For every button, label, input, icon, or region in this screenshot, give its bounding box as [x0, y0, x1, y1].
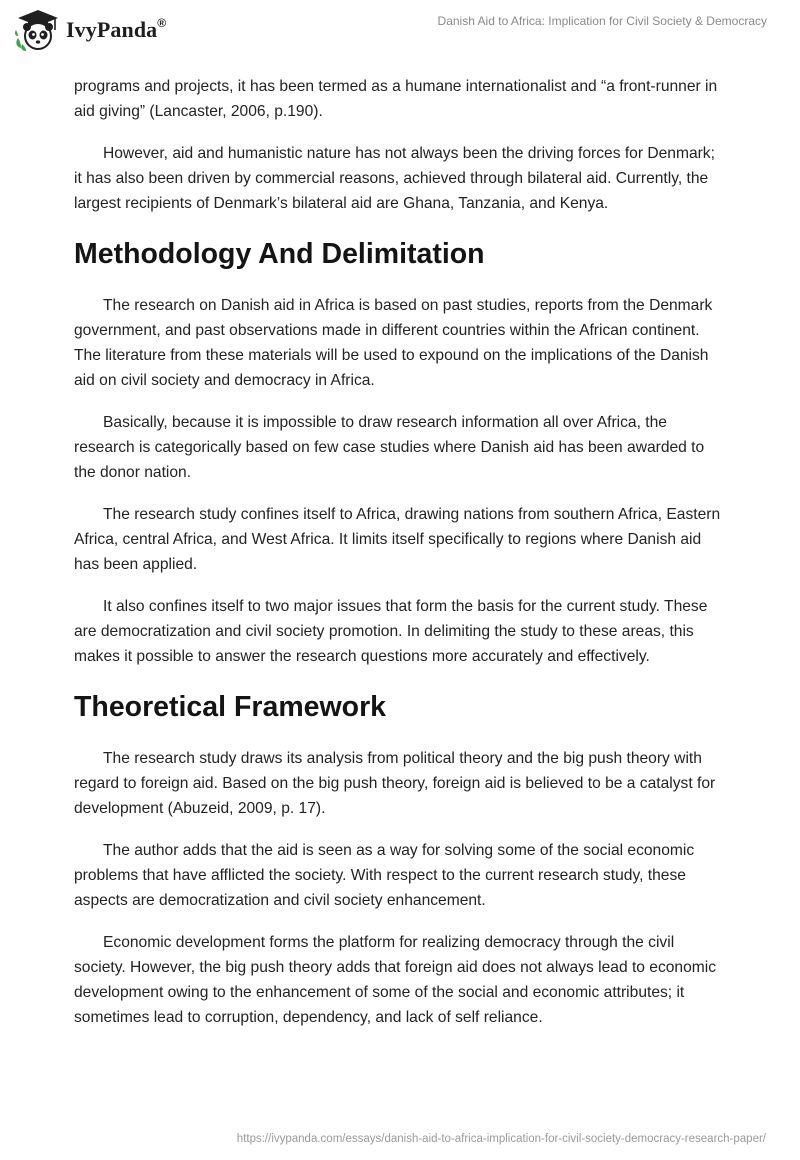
- registered-mark: ®: [157, 16, 167, 30]
- document-title: Danish Aid to Africa: Implication for Civil Society & Democracy: [437, 14, 767, 28]
- paragraph-methodology-4: It also confines itself to two major issues that form the basis for the current study. These are democratization and civil society promotion. In delimiting the study to these areas, this makes it possible to answer the research questions more accurately and effectively.: [74, 598, 708, 665]
- paragraph-continued: programs and projects, it has been termed as a humane internationalist and “a front-runner in aid giving” (Lancaster, 2006, p.190).: [74, 78, 718, 120]
- paragraph-methodology-3: The research study confines itself to Africa, drawing nations from southern Africa, Eastern Africa, central Africa, and West Africa. It limits itself specifically to regions where Danish aid has been applied.: [74, 506, 721, 573]
- ivypanda-logo[interactable]: [14, 8, 166, 52]
- paragraph-methodology-2: Basically, because it is impossible to draw research information all over Africa, the research is categorically based on few case studies where Danish aid has been awarded to the donor nation.: [74, 414, 705, 481]
- paragraph-theory-1: The research study draws its analysis from political theory and the big push theory with regard to foreign aid. Based on the big push theory, foreign aid is believed to be a catalyst for development (Abuzeid, 2009, p. 17).: [74, 750, 716, 817]
- paragraph-theory-3: Economic development forms the platform for realizing democracy through the civil society. However, the big push theory adds that foreign aid does not always lead to economic development owing to the enhancement of some of the social and economic attributes; it sometimes lead to corruption, dependency, and lack of self reliance.: [74, 934, 717, 1026]
- heading-methodology: Methodology And Delimitation: [74, 238, 485, 270]
- paragraph-however: However, aid and humanistic nature has not always been the driving forces for Denmark; it has also been driven by commercial reasons, achieved through bilateral aid. Currently, the largest recipients of Denmark’s bilateral aid are Ghana, Tanzania, and Kenya.: [74, 145, 715, 212]
- footer-source-url[interactable]: https://ivypanda.com/essays/danish-aid-to-africa-implication-for-civil-society-democracy-research-paper/: [236, 1133, 766, 1145]
- panda-graduate-icon: [14, 8, 62, 52]
- paragraph-theory-2: The author adds that the aid is seen as a way for solving some of the social economic problems that have afflicted the society. With respect to the current research study, these aspects are democratization and civil society enhancement.: [74, 842, 695, 909]
- essay-body: [74, 74, 724, 1047]
- heading-theoretical-framework: Theoretical Framework: [74, 691, 387, 723]
- paragraph-methodology-1: The research on Danish aid in Africa is based on past studies, reports from the Denmark government, and past observations made in different countries within the African continent. The literature from these materials will be used to expound on the implications of the Danish aid on civil society and democracy in Africa.: [74, 297, 713, 389]
- logo-wordmark: IvyPanda®: [66, 16, 167, 42]
- page-header: [0, 0, 800, 62]
